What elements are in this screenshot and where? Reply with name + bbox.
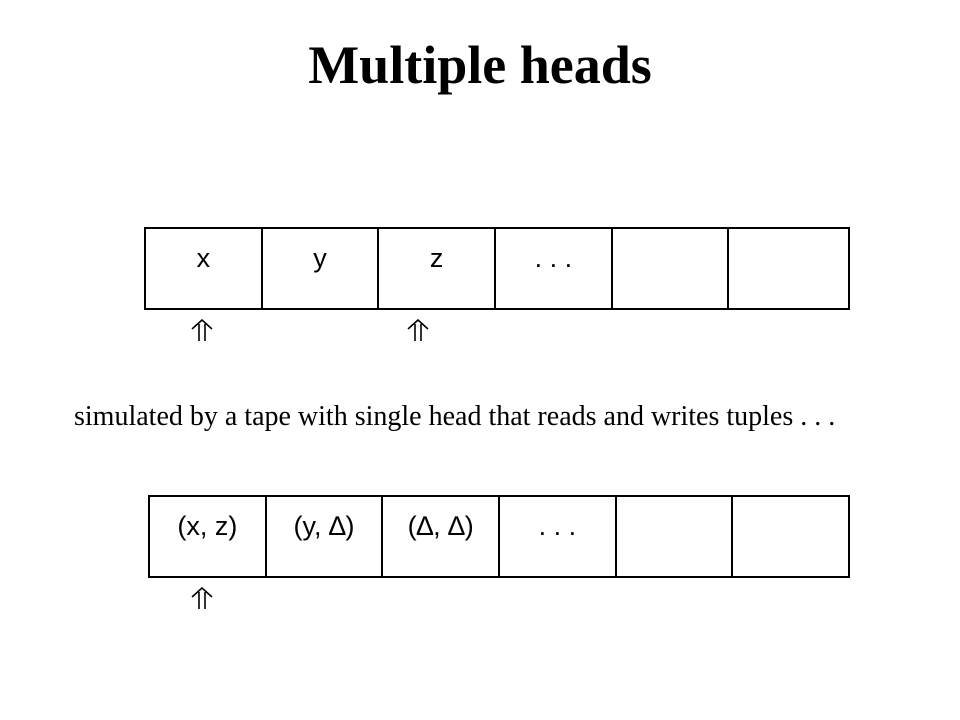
tape-cell [613, 229, 730, 308]
tape-cell: . . . [496, 229, 613, 308]
tape-cell: . . . [500, 497, 617, 576]
double-up-arrow-icon [406, 319, 430, 341]
tape-cell [617, 497, 734, 576]
slide-title: Multiple heads [308, 35, 652, 95]
tape-cell: (x, z) [150, 497, 267, 576]
double-up-arrow-icon [190, 319, 214, 341]
tape-cell [729, 229, 848, 308]
tape-cell: (∆, ∆) [383, 497, 500, 576]
multi-head-tape [144, 227, 850, 310]
tape-cell: y [263, 229, 380, 308]
tape-cell: (y, ∆) [267, 497, 384, 576]
single-head-tuple-tape [148, 495, 850, 578]
tape-cell: x [146, 229, 263, 308]
caption-text: simulated by a tape with single head that reads and writes tuples . . . [74, 401, 836, 432]
tape-cell: z [379, 229, 496, 308]
double-up-arrow-icon [190, 587, 214, 609]
tape-cell [733, 497, 848, 576]
